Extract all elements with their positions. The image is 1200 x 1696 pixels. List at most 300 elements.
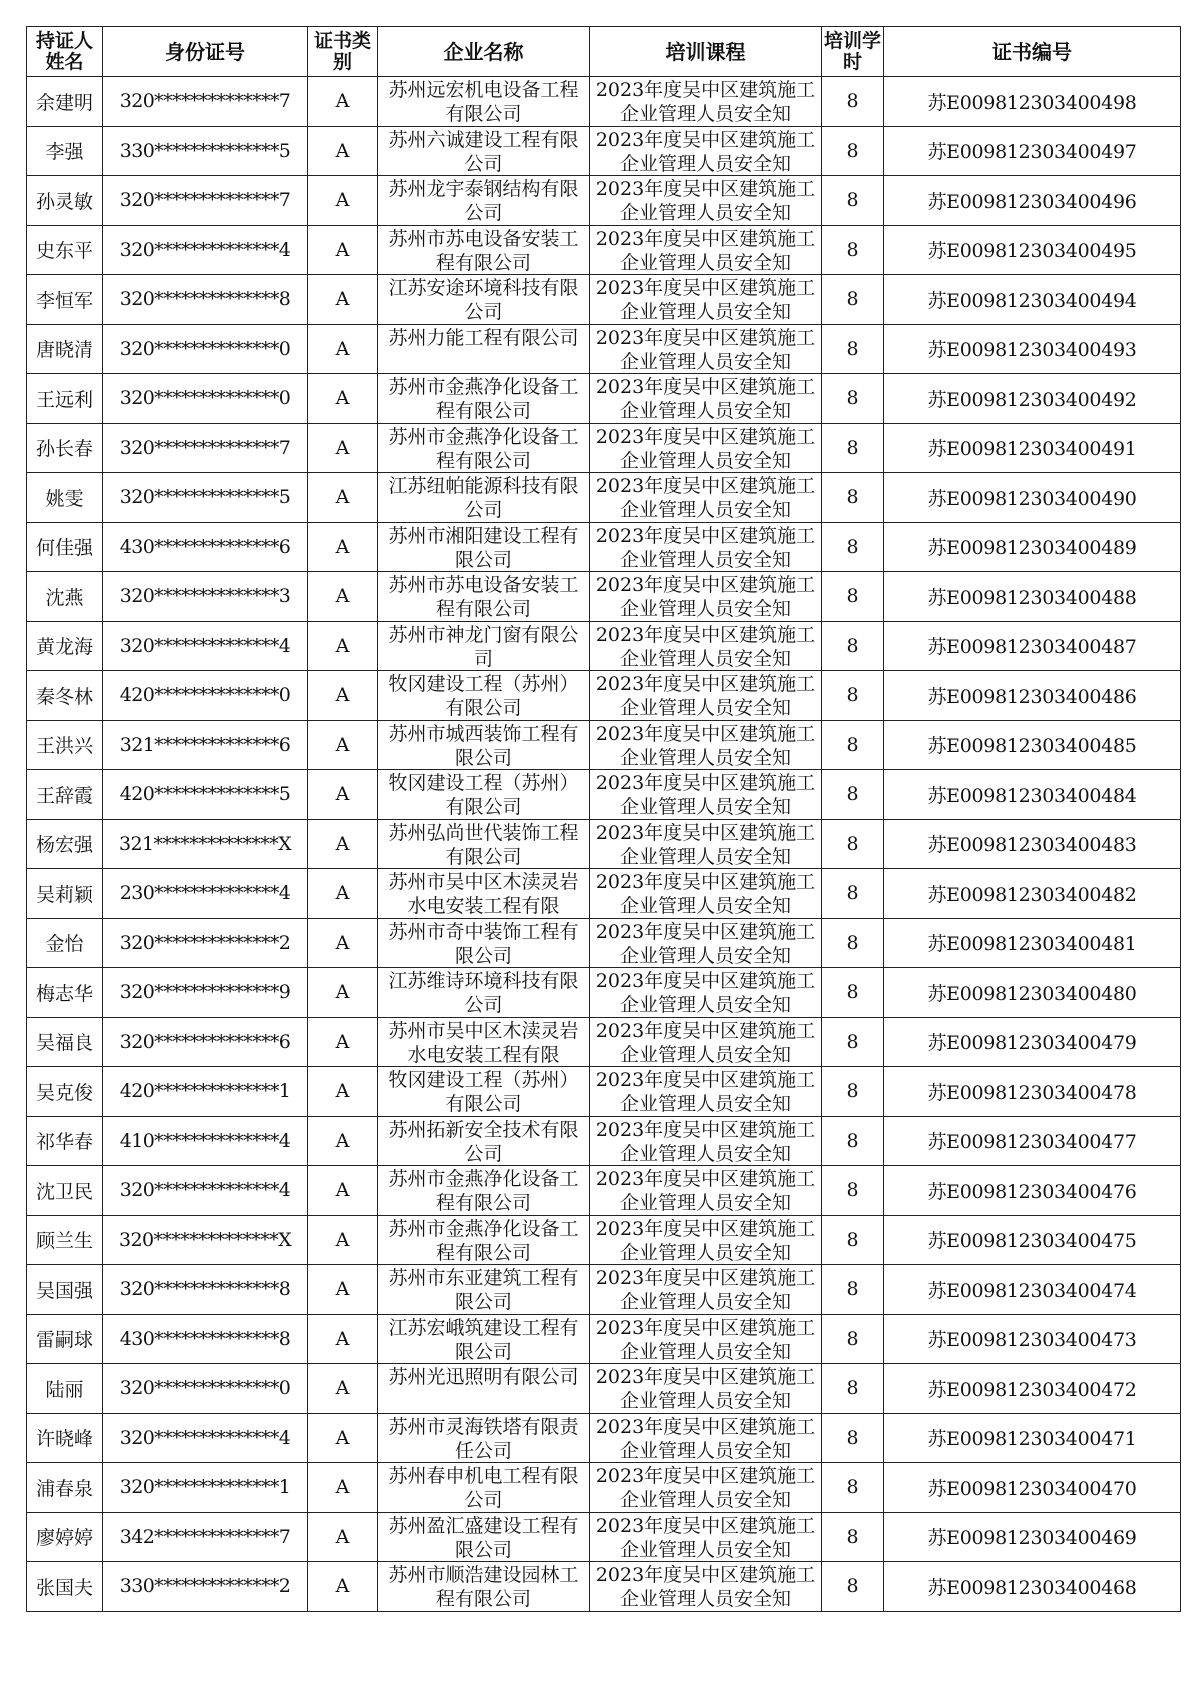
cell-company-text: 江苏宏峨筑建设工程有限公司 — [388, 1316, 579, 1362]
cell-hours: 8 — [822, 1116, 884, 1166]
cell-course — [590, 1463, 822, 1513]
cell-course — [590, 374, 822, 424]
cell-holder-name: 沈卫民 — [27, 1166, 103, 1216]
table-row — [27, 1215, 1181, 1265]
cell-category: A — [308, 1413, 378, 1463]
cell-holder-name: 黄龙海 — [27, 621, 103, 671]
cell-course-text: 2023年度吴中区建筑施工企业管理人员安全知 — [595, 772, 816, 818]
cell-course — [590, 225, 822, 275]
cell-company-text: 苏州市苏电设备安装工程有限公司 — [388, 574, 579, 620]
cell-course-text: 2023年度吴中区建筑施工企业管理人员安全知 — [595, 821, 816, 867]
cell-id-number: 320**************6 — [103, 1017, 308, 1067]
cell-category: A — [308, 621, 378, 671]
cell-cert-number: 苏E009812303400478 — [884, 1067, 1181, 1117]
cell-hours: 8 — [822, 275, 884, 325]
table-row — [27, 869, 1181, 919]
cell-hours: 8 — [822, 1512, 884, 1562]
cell-cert-number: 苏E009812303400479 — [884, 1017, 1181, 1067]
cell-id-number: 330**************2 — [103, 1562, 308, 1612]
cell-holder-name: 史东平 — [27, 225, 103, 275]
table-row — [27, 621, 1181, 671]
cell-hours: 8 — [822, 126, 884, 176]
cell-company — [378, 324, 590, 374]
cell-cert-number: 苏E009812303400471 — [884, 1413, 1181, 1463]
cell-course — [590, 918, 822, 968]
cell-category: A — [308, 918, 378, 968]
cell-hours: 8 — [822, 572, 884, 622]
certificate-table — [26, 26, 1181, 1612]
cell-holder-name: 沈燕 — [27, 572, 103, 622]
cell-company — [378, 176, 590, 226]
cell-course-text: 2023年度吴中区建筑施工企业管理人员安全知 — [595, 524, 816, 570]
table-row — [27, 968, 1181, 1018]
cell-course-text: 2023年度吴中区建筑施工企业管理人员安全知 — [595, 79, 816, 125]
cell-company-text: 苏州市灵海铁塔有限责任公司 — [388, 1415, 579, 1461]
cell-holder-name: 吴福良 — [27, 1017, 103, 1067]
cell-company — [378, 1017, 590, 1067]
table-row — [27, 324, 1181, 374]
cell-id-number: 420**************1 — [103, 1067, 308, 1117]
cell-course-text: 2023年度吴中区建筑施工企业管理人员安全知 — [595, 128, 816, 174]
cell-company-text: 苏州弘尚世代装饰工程有限公司 — [388, 821, 579, 867]
cell-category: A — [308, 720, 378, 770]
cell-course-text: 2023年度吴中区建筑施工企业管理人员安全知 — [595, 1465, 816, 1511]
cell-category: A — [308, 423, 378, 473]
cell-category: A — [308, 225, 378, 275]
cell-course — [590, 126, 822, 176]
table-row — [27, 423, 1181, 473]
cell-id-number: 320**************1 — [103, 1463, 308, 1513]
cell-holder-name: 廖婷婷 — [27, 1512, 103, 1562]
cell-course — [590, 275, 822, 325]
cell-company — [378, 1314, 590, 1364]
table-row — [27, 522, 1181, 572]
cell-id-number: 320**************0 — [103, 1364, 308, 1414]
cell-cert-number: 苏E009812303400474 — [884, 1265, 1181, 1315]
cell-course-text: 2023年度吴中区建筑施工企业管理人员安全知 — [595, 1415, 816, 1461]
table-row — [27, 1166, 1181, 1216]
table-row — [27, 77, 1181, 127]
table-row — [27, 770, 1181, 820]
table-row — [27, 572, 1181, 622]
cell-holder-name: 梅志华 — [27, 968, 103, 1018]
cell-company-text: 苏州光迅照明有限公司 — [388, 1366, 579, 1389]
cell-company — [378, 275, 590, 325]
cell-company-text: 苏州市吴中区木渎灵岩水电安装工程有限 — [388, 1019, 579, 1065]
cell-hours: 8 — [822, 1413, 884, 1463]
cell-company-text: 苏州市金燕净化设备工程有限公司 — [388, 1168, 579, 1214]
cell-cert-number: 苏E009812303400488 — [884, 572, 1181, 622]
cell-category: A — [308, 572, 378, 622]
cell-company — [378, 1215, 590, 1265]
cell-course — [590, 1265, 822, 1315]
cell-course-text: 2023年度吴中区建筑施工企业管理人员安全知 — [595, 1019, 816, 1065]
cell-company-text: 苏州力能工程有限公司 — [388, 326, 579, 349]
cell-company — [378, 1562, 590, 1612]
cell-cert-number: 苏E009812303400482 — [884, 869, 1181, 919]
table-row — [27, 225, 1181, 275]
cell-company — [378, 1265, 590, 1315]
cell-id-number: 320**************4 — [103, 225, 308, 275]
certificate-list-page — [26, 26, 1180, 1612]
cell-course-text: 2023年度吴中区建筑施工企业管理人员安全知 — [595, 871, 816, 917]
cell-holder-name: 王远利 — [27, 374, 103, 424]
cell-company — [378, 1512, 590, 1562]
cell-course — [590, 1166, 822, 1216]
cell-course — [590, 176, 822, 226]
cell-course-text: 2023年度吴中区建筑施工企业管理人员安全知 — [595, 1366, 816, 1412]
cell-id-number: 320**************X — [103, 1215, 308, 1265]
cell-course — [590, 621, 822, 671]
cell-hours: 8 — [822, 819, 884, 869]
cell-company — [378, 225, 590, 275]
cell-course-text: 2023年度吴中区建筑施工企业管理人员安全知 — [595, 970, 816, 1016]
cell-id-number: 320**************8 — [103, 275, 308, 325]
cell-holder-name: 浦春泉 — [27, 1463, 103, 1513]
table-row — [27, 1017, 1181, 1067]
table-row — [27, 126, 1181, 176]
header-name: 持证人姓名 — [27, 27, 103, 77]
header-hours: 培训学时 — [822, 27, 884, 77]
table-row — [27, 1314, 1181, 1364]
table-row — [27, 176, 1181, 226]
cell-company — [378, 374, 590, 424]
cell-course — [590, 1512, 822, 1562]
cell-cert-number: 苏E009812303400494 — [884, 275, 1181, 325]
cell-cert-number: 苏E009812303400480 — [884, 968, 1181, 1018]
cell-category: A — [308, 1364, 378, 1414]
cell-course — [590, 770, 822, 820]
cell-cert-number: 苏E009812303400493 — [884, 324, 1181, 374]
cell-id-number: 320**************7 — [103, 423, 308, 473]
cell-id-number: 320**************7 — [103, 176, 308, 226]
cell-company — [378, 720, 590, 770]
cell-cert-number: 苏E009812303400485 — [884, 720, 1181, 770]
cell-holder-name: 孙灵敏 — [27, 176, 103, 226]
cell-cert-number: 苏E009812303400496 — [884, 176, 1181, 226]
cell-course-text: 2023年度吴中区建筑施工企业管理人员安全知 — [595, 1267, 816, 1313]
cell-course — [590, 1116, 822, 1166]
cell-id-number: 410**************4 — [103, 1116, 308, 1166]
cell-course — [590, 522, 822, 572]
table-row — [27, 1067, 1181, 1117]
cell-id-number: 320**************8 — [103, 1265, 308, 1315]
cell-id-number: 420**************5 — [103, 770, 308, 820]
cell-id-number: 320**************7 — [103, 77, 308, 127]
cell-company — [378, 621, 590, 671]
cell-course — [590, 1364, 822, 1414]
cell-cert-number: 苏E009812303400470 — [884, 1463, 1181, 1513]
cell-id-number: 320**************0 — [103, 374, 308, 424]
cell-id-number: 320**************5 — [103, 473, 308, 523]
cell-hours: 8 — [822, 176, 884, 226]
cell-company-text: 江苏维诗环境科技有限公司 — [388, 970, 579, 1016]
table-row — [27, 374, 1181, 424]
cell-hours: 8 — [822, 1017, 884, 1067]
cell-id-number: 320**************3 — [103, 572, 308, 622]
cell-course — [590, 423, 822, 473]
cell-company — [378, 473, 590, 523]
header-company: 企业名称 — [378, 27, 590, 77]
cell-course-text: 2023年度吴中区建筑施工企业管理人员安全知 — [595, 178, 816, 224]
cell-course-text: 2023年度吴中区建筑施工企业管理人员安全知 — [595, 673, 816, 719]
cell-category: A — [308, 1215, 378, 1265]
cell-holder-name: 吴克俊 — [27, 1067, 103, 1117]
cell-category: A — [308, 819, 378, 869]
cell-company-text: 苏州拓新安全技术有限公司 — [388, 1118, 579, 1164]
cell-holder-name: 秦冬林 — [27, 671, 103, 721]
cell-cert-number: 苏E009812303400472 — [884, 1364, 1181, 1414]
cell-company-text: 苏州市金燕净化设备工程有限公司 — [388, 1217, 579, 1263]
cell-holder-name: 陆丽 — [27, 1364, 103, 1414]
cell-hours: 8 — [822, 1364, 884, 1414]
cell-course-text: 2023年度吴中区建筑施工企业管理人员安全知 — [595, 623, 816, 669]
cell-course-text: 2023年度吴中区建筑施工企业管理人员安全知 — [595, 1168, 816, 1214]
cell-id-number: 320**************0 — [103, 324, 308, 374]
cell-company — [378, 1166, 590, 1216]
cell-company-text: 苏州盈汇盛建设工程有限公司 — [388, 1514, 579, 1560]
cell-course — [590, 572, 822, 622]
cell-company-text: 苏州市顺浩建设园林工程有限公司 — [388, 1564, 579, 1610]
cell-holder-name: 雷嗣球 — [27, 1314, 103, 1364]
header-cert-no: 证书编号 — [884, 27, 1181, 77]
cell-course — [590, 1413, 822, 1463]
cell-category: A — [308, 522, 378, 572]
cell-company-text: 苏州市城西装饰工程有限公司 — [388, 722, 579, 768]
cell-hours: 8 — [822, 968, 884, 1018]
cell-course-text: 2023年度吴中区建筑施工企业管理人员安全知 — [595, 475, 816, 521]
cell-category: A — [308, 77, 378, 127]
cell-company — [378, 819, 590, 869]
cell-hours: 8 — [822, 720, 884, 770]
cell-hours: 8 — [822, 918, 884, 968]
cell-hours: 8 — [822, 77, 884, 127]
cell-course — [590, 1067, 822, 1117]
cell-id-number: 430**************8 — [103, 1314, 308, 1364]
cell-cert-number: 苏E009812303400468 — [884, 1562, 1181, 1612]
cell-company-text: 苏州六诚建设工程有限公司 — [388, 128, 579, 174]
cell-category: A — [308, 1017, 378, 1067]
cell-holder-name: 祁华春 — [27, 1116, 103, 1166]
cell-company — [378, 1463, 590, 1513]
cell-company — [378, 522, 590, 572]
cell-category: A — [308, 275, 378, 325]
cell-category: A — [308, 1562, 378, 1612]
cell-hours: 8 — [822, 1314, 884, 1364]
cell-holder-name: 何佳强 — [27, 522, 103, 572]
cell-category: A — [308, 968, 378, 1018]
cell-company-text: 苏州市东亚建筑工程有限公司 — [388, 1267, 579, 1313]
cell-id-number: 320**************9 — [103, 968, 308, 1018]
cell-hours: 8 — [822, 869, 884, 919]
cell-company — [378, 869, 590, 919]
cell-id-number: 320**************4 — [103, 1413, 308, 1463]
cell-cert-number: 苏E009812303400495 — [884, 225, 1181, 275]
cell-id-number: 230**************4 — [103, 869, 308, 919]
cell-company — [378, 1067, 590, 1117]
cell-company-text: 苏州市金燕净化设备工程有限公司 — [388, 376, 579, 422]
cell-course — [590, 819, 822, 869]
cell-company — [378, 1413, 590, 1463]
table-row — [27, 275, 1181, 325]
cell-category: A — [308, 324, 378, 374]
cell-holder-name: 金怡 — [27, 918, 103, 968]
cell-cert-number: 苏E009812303400481 — [884, 918, 1181, 968]
cell-company — [378, 423, 590, 473]
cell-company — [378, 1116, 590, 1166]
cell-category: A — [308, 671, 378, 721]
cell-id-number: 320**************4 — [103, 1166, 308, 1216]
cell-id-number: 430**************6 — [103, 522, 308, 572]
cell-cert-number: 苏E009812303400475 — [884, 1215, 1181, 1265]
cell-company — [378, 671, 590, 721]
cell-course-text: 2023年度吴中区建筑施工企业管理人员安全知 — [595, 1217, 816, 1263]
cell-hours: 8 — [822, 473, 884, 523]
cell-id-number: 320**************4 — [103, 621, 308, 671]
cell-company-text: 江苏纽帕能源科技有限公司 — [388, 475, 579, 521]
cell-category: A — [308, 1166, 378, 1216]
cell-cert-number: 苏E009812303400469 — [884, 1512, 1181, 1562]
cell-hours: 8 — [822, 621, 884, 671]
cell-course-text: 2023年度吴中区建筑施工企业管理人员安全知 — [595, 326, 816, 372]
table-row — [27, 1364, 1181, 1414]
cell-holder-name: 王洪兴 — [27, 720, 103, 770]
cell-course — [590, 473, 822, 523]
cell-holder-name: 顾兰生 — [27, 1215, 103, 1265]
cell-course — [590, 869, 822, 919]
cell-course-text: 2023年度吴中区建筑施工企业管理人员安全知 — [595, 722, 816, 768]
cell-category: A — [308, 473, 378, 523]
cell-course — [590, 671, 822, 721]
cell-hours: 8 — [822, 1067, 884, 1117]
cell-company — [378, 918, 590, 968]
cell-hours: 8 — [822, 1265, 884, 1315]
cell-cert-number: 苏E009812303400486 — [884, 671, 1181, 721]
header-category: 证书类别 — [308, 27, 378, 77]
cell-holder-name: 孙长春 — [27, 423, 103, 473]
cell-company-text: 苏州市吴中区木渎灵岩水电安装工程有限 — [388, 871, 579, 917]
cell-cert-number: 苏E009812303400490 — [884, 473, 1181, 523]
table-row — [27, 720, 1181, 770]
cell-course — [590, 324, 822, 374]
table-body — [27, 77, 1181, 1612]
cell-category: A — [308, 1067, 378, 1117]
cell-category: A — [308, 1512, 378, 1562]
cell-category: A — [308, 126, 378, 176]
cell-hours: 8 — [822, 225, 884, 275]
table-row — [27, 1463, 1181, 1513]
cell-course-text: 2023年度吴中区建筑施工企业管理人员安全知 — [595, 1069, 816, 1115]
cell-holder-name: 许晓峰 — [27, 1413, 103, 1463]
cell-hours: 8 — [822, 324, 884, 374]
cell-id-number: 321**************X — [103, 819, 308, 869]
cell-company-text: 牧冈建设工程（苏州）有限公司 — [388, 772, 579, 818]
table-row — [27, 473, 1181, 523]
cell-id-number: 342**************7 — [103, 1512, 308, 1562]
cell-company — [378, 126, 590, 176]
table-row — [27, 1413, 1181, 1463]
cell-hours: 8 — [822, 522, 884, 572]
table-row — [27, 671, 1181, 721]
cell-holder-name: 杨宏强 — [27, 819, 103, 869]
cell-cert-number: 苏E009812303400483 — [884, 819, 1181, 869]
cell-company — [378, 572, 590, 622]
table-row — [27, 1562, 1181, 1612]
cell-cert-number: 苏E009812303400477 — [884, 1116, 1181, 1166]
cell-company-text: 苏州春申机电工程有限公司 — [388, 1465, 579, 1511]
header-course: 培训课程 — [590, 27, 822, 77]
cell-hours: 8 — [822, 1215, 884, 1265]
cell-company — [378, 1364, 590, 1414]
cell-course-text: 2023年度吴中区建筑施工企业管理人员安全知 — [595, 1316, 816, 1362]
cell-company-text: 苏州市神龙门窗有限公司 — [388, 623, 579, 669]
cell-category: A — [308, 1314, 378, 1364]
cell-category: A — [308, 1463, 378, 1513]
cell-course-text: 2023年度吴中区建筑施工企业管理人员安全知 — [595, 1564, 816, 1610]
cell-id-number: 420**************0 — [103, 671, 308, 721]
cell-course-text: 2023年度吴中区建筑施工企业管理人员安全知 — [595, 425, 816, 471]
cell-course-text: 2023年度吴中区建筑施工企业管理人员安全知 — [595, 1118, 816, 1164]
cell-company — [378, 770, 590, 820]
cell-company-text: 江苏安途环境科技有限公司 — [388, 277, 579, 323]
cell-company-text: 苏州市金燕净化设备工程有限公司 — [388, 425, 579, 471]
cell-course — [590, 1215, 822, 1265]
cell-id-number: 321**************6 — [103, 720, 308, 770]
cell-category: A — [308, 1116, 378, 1166]
cell-course — [590, 1562, 822, 1612]
cell-category: A — [308, 176, 378, 226]
cell-cert-number: 苏E009812303400492 — [884, 374, 1181, 424]
cell-course-text: 2023年度吴中区建筑施工企业管理人员安全知 — [595, 277, 816, 323]
cell-cert-number: 苏E009812303400497 — [884, 126, 1181, 176]
cell-id-number: 330**************5 — [103, 126, 308, 176]
cell-holder-name: 吴莉颖 — [27, 869, 103, 919]
cell-cert-number: 苏E009812303400473 — [884, 1314, 1181, 1364]
table-row — [27, 1265, 1181, 1315]
cell-hours: 8 — [822, 423, 884, 473]
cell-holder-name: 吴国强 — [27, 1265, 103, 1315]
cell-holder-name: 姚雯 — [27, 473, 103, 523]
cell-category: A — [308, 869, 378, 919]
cell-course-text: 2023年度吴中区建筑施工企业管理人员安全知 — [595, 227, 816, 273]
cell-course — [590, 968, 822, 1018]
cell-hours: 8 — [822, 374, 884, 424]
cell-company-text: 苏州市湘阳建设工程有限公司 — [388, 524, 579, 570]
cell-cert-number: 苏E009812303400489 — [884, 522, 1181, 572]
cell-course-text: 2023年度吴中区建筑施工企业管理人员安全知 — [595, 574, 816, 620]
cell-company — [378, 77, 590, 127]
cell-cert-number: 苏E009812303400476 — [884, 1166, 1181, 1216]
cell-company-text: 苏州市奇中装饰工程有限公司 — [388, 920, 579, 966]
cell-id-number: 320**************2 — [103, 918, 308, 968]
cell-hours: 8 — [822, 770, 884, 820]
cell-course — [590, 1314, 822, 1364]
cell-category: A — [308, 374, 378, 424]
table-header-row — [27, 27, 1181, 77]
cell-holder-name: 李恒军 — [27, 275, 103, 325]
cell-cert-number: 苏E009812303400491 — [884, 423, 1181, 473]
cell-holder-name: 唐晓清 — [27, 324, 103, 374]
cell-category: A — [308, 770, 378, 820]
cell-hours: 8 — [822, 1562, 884, 1612]
cell-company-text: 苏州市苏电设备安装工程有限公司 — [388, 227, 579, 273]
cell-holder-name: 李强 — [27, 126, 103, 176]
cell-company-text: 牧冈建设工程（苏州）有限公司 — [388, 1069, 579, 1115]
cell-holder-name: 余建明 — [27, 77, 103, 127]
cell-hours: 8 — [822, 1463, 884, 1513]
cell-hours: 8 — [822, 671, 884, 721]
cell-course-text: 2023年度吴中区建筑施工企业管理人员安全知 — [595, 1514, 816, 1560]
